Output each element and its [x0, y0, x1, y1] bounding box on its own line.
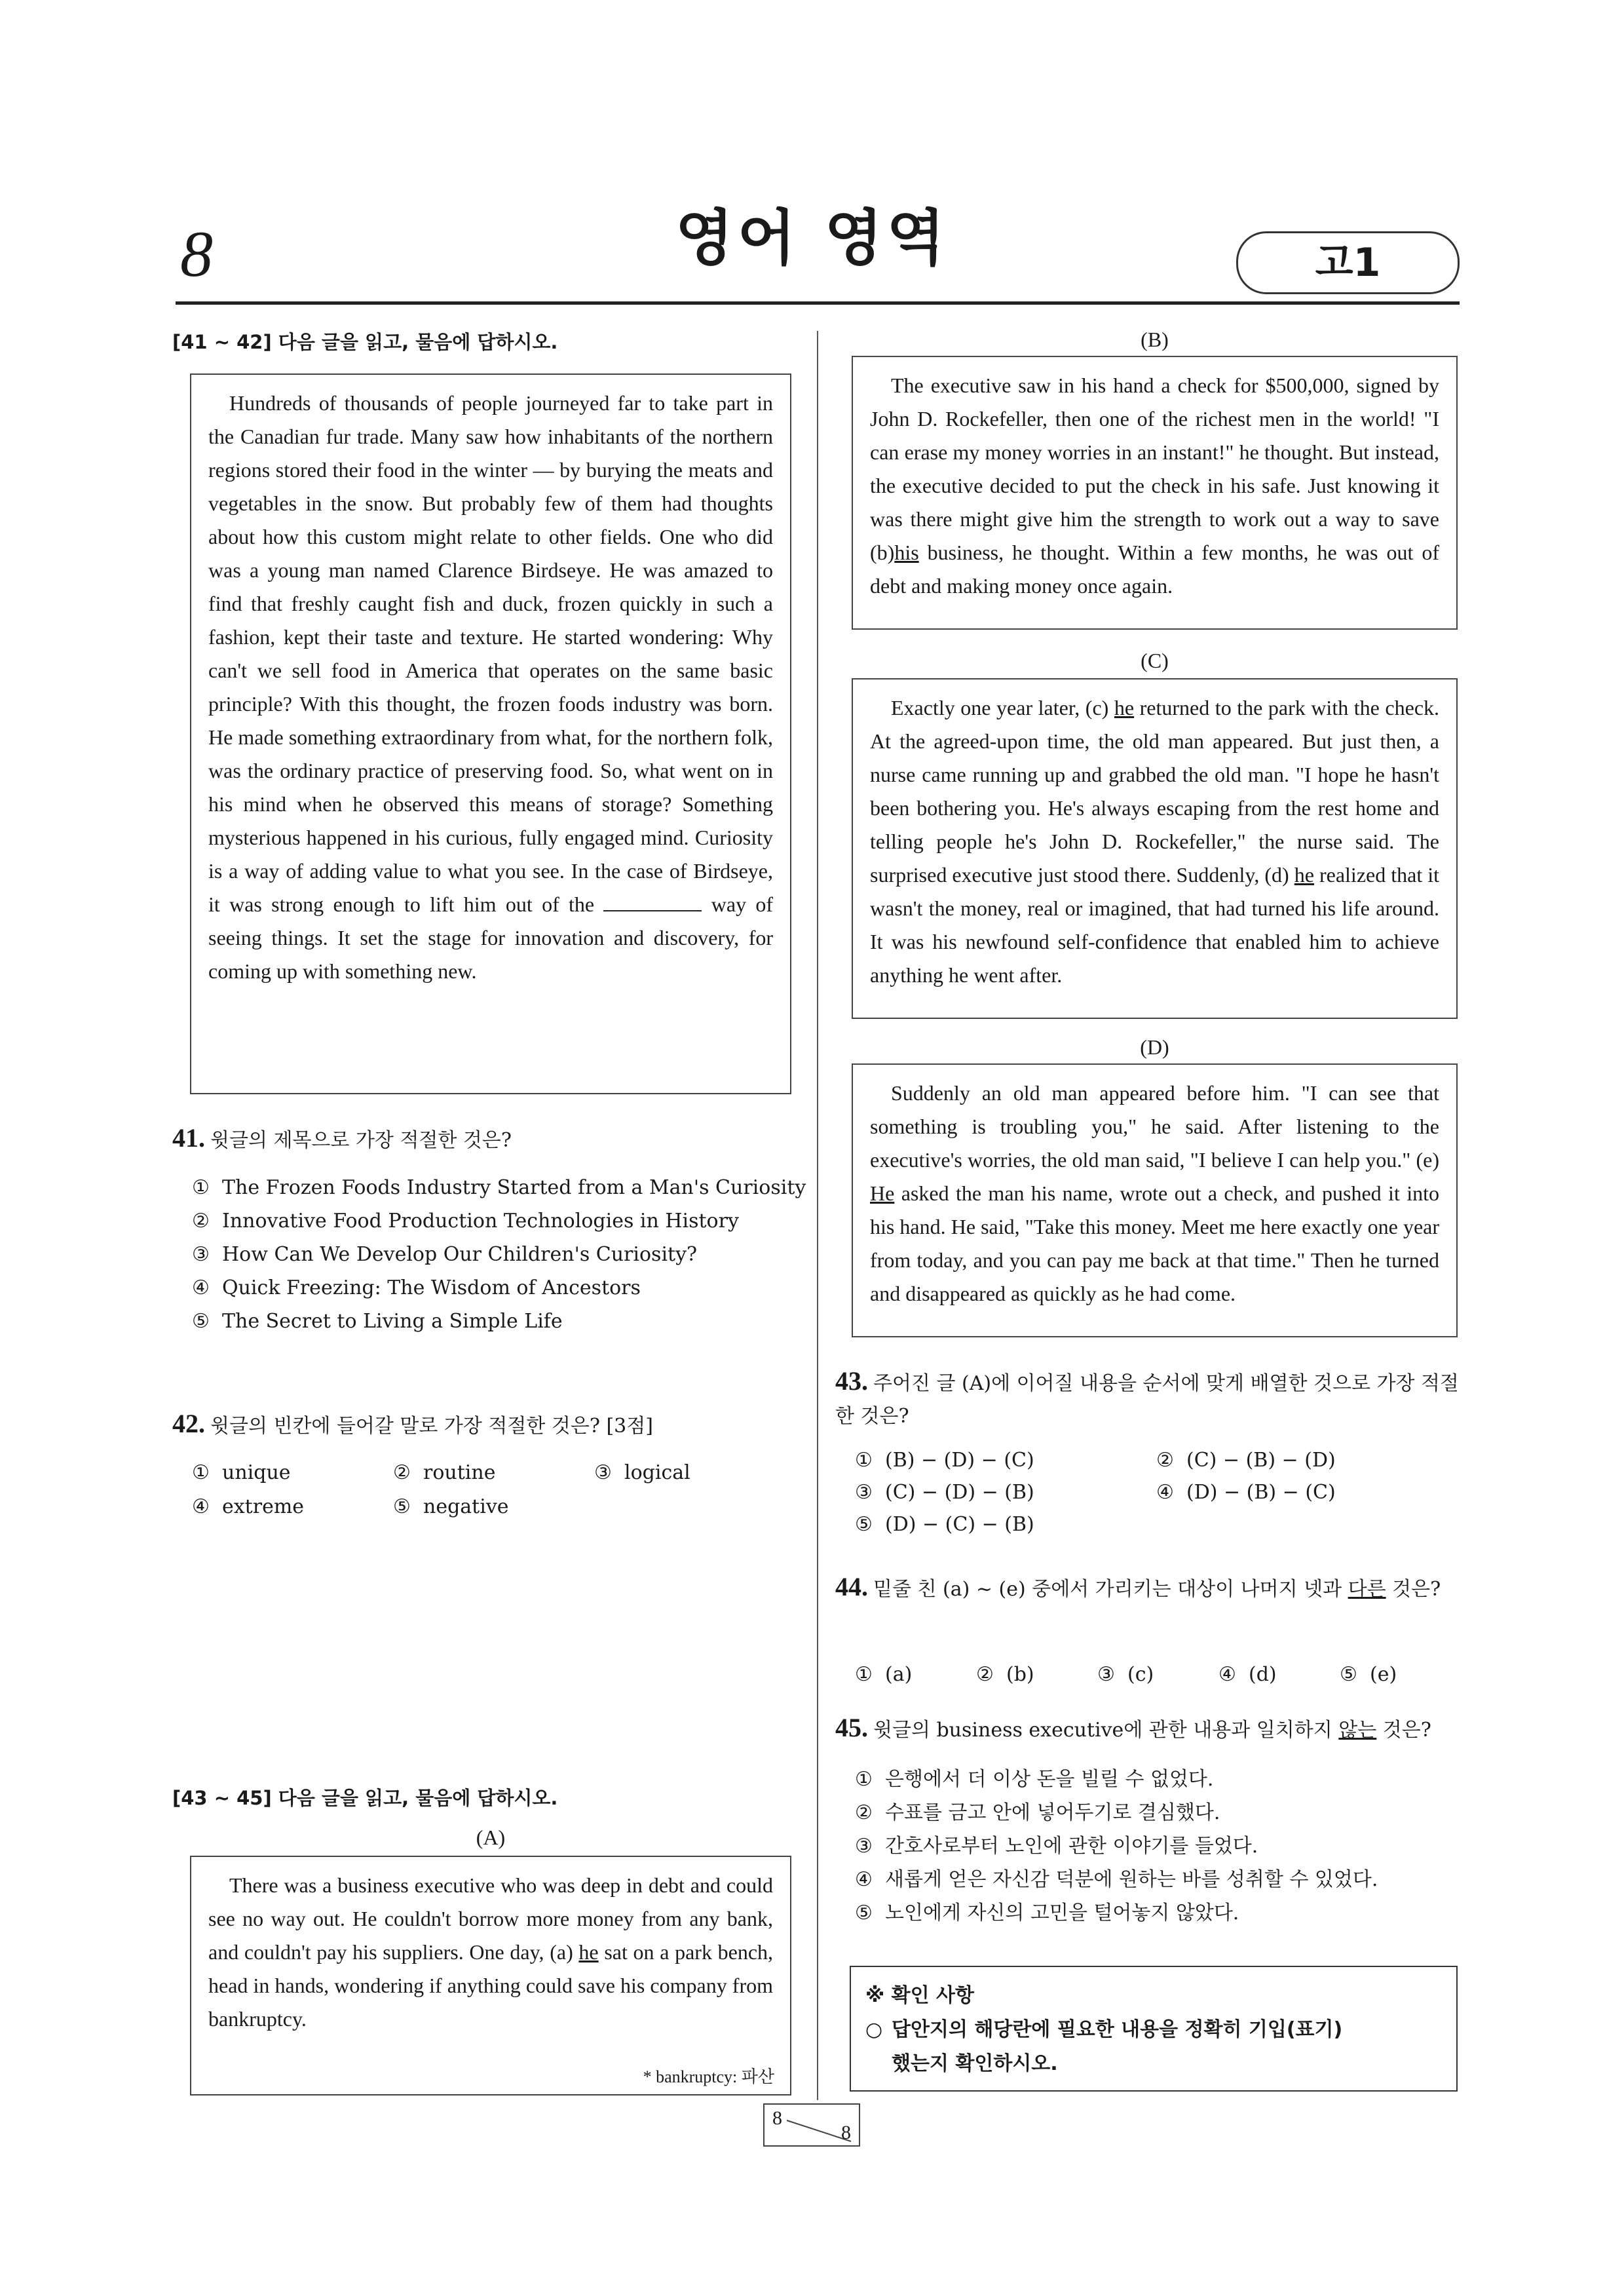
option-mark: ③ [855, 1481, 873, 1504]
passage-d-text: asked the man his name, wrote out a check, and pushed it into his hand. He said, "Take this money. Meet me here exactly one year from today, and you can pay me back at that time." Then he turned and disappeared as quickly as he had come. [870, 1181, 1440, 1305]
passage-41-42 [208, 387, 773, 988]
q44-option-3[interactable] [1097, 1658, 1154, 1691]
passage-c-text: realized that it wasn't the money, real or imagined, that had turned his life around. It was his newfound self-confidence that enabled him to achieve anything he went after. [870, 863, 1440, 987]
option-text: negative [423, 1495, 509, 1518]
option-text: (a) [885, 1663, 913, 1686]
footer-current-page: 8 [772, 2107, 782, 2129]
section-43-45-instruction: [43 ~ 45] 다음 글을 읽고, 물음에 답하시오. [172, 1787, 558, 1809]
option-text: 간호사로부터 노인에 관한 이야기를 들었다. [885, 1835, 1258, 1858]
passage-a-text: sat on a park bench, head in hands, wondering if anything could save his company from bankruptcy. [208, 1940, 774, 2031]
q43-option-1[interactable] [855, 1444, 1034, 1477]
option-mark: ③ [594, 1461, 612, 1484]
passage-c-box [852, 678, 1458, 1019]
passage-a-box [190, 1856, 791, 2095]
passage-d [870, 1077, 1439, 1311]
q45-options [855, 1763, 1378, 1930]
option-mark: ③ [1097, 1663, 1115, 1686]
footer-page-indicator [763, 2103, 860, 2147]
passage-41-42-box [190, 373, 791, 1094]
option-text: routine [423, 1461, 496, 1484]
q42-stem: 윗글의 빈칸에 들어갈 말로 가장 적절한 것은? [3점] [210, 1415, 653, 1438]
q42-option-1[interactable] [192, 1456, 291, 1489]
option-mark: ② [855, 1801, 873, 1824]
q43-stem-line [835, 1365, 1461, 1433]
option-mark: ⑤ [855, 1902, 873, 1924]
notice-bullet: ○ [865, 2018, 883, 2041]
option-mark: ④ [1156, 1481, 1174, 1504]
notice-line-2 [865, 2047, 1442, 2081]
option-text: logical [624, 1461, 690, 1484]
option-mark: ① [855, 1449, 873, 1472]
passage-c-text: Exactly one year later, (c) [891, 696, 1109, 719]
q44-stem-end: 것은? [1392, 1578, 1441, 1601]
underlined-d: he [1294, 863, 1314, 887]
q41-stem-line [172, 1122, 512, 1157]
q43-option-2[interactable] [1156, 1444, 1336, 1477]
option-text: (D) − (C) − (B) [885, 1513, 1034, 1536]
footer-total-pages: 8 [841, 2122, 851, 2143]
q44-stem-emphasis: 다른 [1348, 1578, 1386, 1601]
option-mark: ⑤ [855, 1513, 873, 1536]
option-text: 노인에게 자신의 고민을 털어놓지 않았다. [885, 1902, 1239, 1924]
option-mark: ④ [192, 1276, 210, 1299]
option-mark: ④ [1218, 1663, 1236, 1686]
option-text: extreme [222, 1495, 305, 1518]
blank-line [603, 890, 702, 911]
option-mark: ⑤ [393, 1495, 411, 1518]
part-c-label: (C) [1141, 649, 1169, 672]
q43-option-5[interactable] [855, 1508, 1034, 1541]
q44-option-2[interactable] [976, 1658, 1034, 1691]
option-mark: ① [855, 1663, 873, 1686]
notice-text: 했는지 확인하시오. [892, 2052, 1058, 2075]
underlined-e: He [870, 1181, 895, 1205]
q41-options [192, 1171, 806, 1338]
q45-option-3[interactable] [855, 1829, 1378, 1863]
option-text: (e) [1370, 1663, 1397, 1686]
q45-option-5[interactable] [855, 1896, 1378, 1930]
q42-stem-line [172, 1407, 653, 1443]
notice-line-1 [865, 2013, 1442, 2047]
option-text: (C) − (D) − (B) [885, 1481, 1034, 1504]
option-text: The Frozen Foods Industry Started from a Man's Curiosity [222, 1176, 806, 1199]
passage-d-box [852, 1063, 1458, 1337]
q41-number: 41. [172, 1123, 205, 1153]
option-mark: ⑤ [192, 1310, 210, 1333]
passage-a-text: There was a business executive who was deep in debt and could see no way out. He couldn't borrow more money from any bank, and couldn't pay his suppliers. One day, (a) [208, 1873, 773, 1964]
section-41-42-instruction: [41 ~ 42] 다음 글을 읽고, 물음에 답하시오. [172, 331, 558, 353]
passage-b-text: business, he thought. Within a few months, he was out of debt and making money once again. [870, 541, 1440, 598]
passage-b [870, 369, 1439, 603]
page-number: 8 [180, 218, 213, 290]
passage-d-text: Suddenly an old man appeared before him. "I can see that something is troubling you," he said. After listening to the executive's worries, the old man said, "I believe I can help you." (e) [870, 1081, 1439, 1172]
passage-a [208, 1869, 773, 2036]
option-mark: ② [976, 1663, 994, 1686]
q42-option-4[interactable] [192, 1490, 304, 1523]
q42-number: 42. [172, 1409, 205, 1438]
passage-b-box [852, 356, 1458, 630]
underlined-c: he [1114, 696, 1135, 719]
underlined-b: his [894, 541, 919, 564]
passage-41-42-part1: Hundreds of thousands of people journeyed far to take part in the Canadian fur trade. Many saw how inhabitants of the northern regions stored their food in the winter — by burying the meats and vegetables in the snow. But probably few of them had thoughts about how this custom might relate to other fields. One who did was a young man named Clarence Birdseye. He was amazed to find that freshly caught fish and duck, frozen quickly in such a fashion, kept their taste and texture. He started wondering: Why can't we sell food in America that operates on the same basic principle? With this thought, the frozen foods industry was born. He made something extraordinary from what, for the northern folk, was the ordinary practice of preserving food. So, what went on in his mind when he observed this means of storage? Something mysterious happened in his curious, fully engaged mind. Curiosity is a way of adding value to what you see. In the case of Birdseye, it was strong enough to lift him out of the [208, 391, 773, 916]
option-text: 수표를 금고 안에 넣어두기로 결심했다. [885, 1801, 1220, 1824]
option-mark: ① [855, 1768, 873, 1791]
column-divider [817, 331, 818, 2100]
q45-number: 45. [835, 1713, 868, 1742]
q41-option-4[interactable] [192, 1271, 806, 1305]
q42-option-2[interactable] [393, 1456, 495, 1489]
q44-stem-line [835, 1571, 1461, 1606]
option-mark: ① [192, 1176, 210, 1199]
q42-option-5[interactable] [393, 1490, 509, 1523]
option-text: 은행에서 더 이상 돈을 빌릴 수 없었다. [885, 1768, 1214, 1791]
q44-option-4[interactable] [1218, 1658, 1277, 1691]
q43-option-4[interactable] [1156, 1476, 1336, 1509]
q45-option-4[interactable] [855, 1863, 1378, 1896]
q44-option-1[interactable] [855, 1658, 912, 1691]
header-rule [176, 301, 1460, 305]
q45-option-2[interactable] [855, 1796, 1378, 1829]
notice-title: ※ 확인 사항 [865, 1984, 974, 2007]
q41-option-3[interactable] [192, 1238, 806, 1271]
option-text: (C) − (B) − (D) [1186, 1449, 1336, 1472]
notice-box [850, 1966, 1458, 2092]
footnote-bankruptcy: * bankruptcy: 파산 [643, 2067, 774, 2086]
option-text: 새롭게 얻은 자신감 덕분에 원하는 바를 성취할 수 있었다. [885, 1868, 1378, 1891]
q45-option-1[interactable] [855, 1763, 1378, 1796]
passage-b-text: The executive saw in his hand a check for $500,000, signed by John D. Rockefeller, then one of the richest men in the world! "I can erase my money worries in an instant!" he thought. But instead, the executive decided to put the check in his safe. Just knowing it was there might give him the strength to work out a way to save (b) [870, 373, 1439, 564]
q43-option-3[interactable] [855, 1476, 1034, 1509]
option-mark: ② [1156, 1449, 1174, 1472]
option-mark: ③ [855, 1835, 873, 1858]
q45-stem-end: 것은? [1382, 1719, 1431, 1742]
q43-number: 43. [835, 1366, 868, 1396]
notice-text: 답안지의 해당란에 필요한 내용을 정확히 기입(표기) [892, 2018, 1343, 2041]
option-mark: ③ [192, 1243, 210, 1266]
part-d-label: (D) [1140, 1035, 1169, 1059]
q42-option-3[interactable] [594, 1456, 690, 1489]
q41-option-1[interactable] [192, 1171, 806, 1204]
option-mark: ⑤ [1340, 1663, 1357, 1686]
q43-stem: 주어진 글 (A)에 이어질 내용을 순서에 맞게 배열한 것으로 가장 적절한 것은? [835, 1372, 1459, 1428]
option-text: (B) − (D) − (C) [885, 1449, 1034, 1472]
option-text: (d) [1249, 1663, 1277, 1686]
part-b-label: (B) [1141, 328, 1169, 351]
q44-number: 44. [835, 1572, 868, 1601]
option-mark: ① [192, 1461, 210, 1484]
option-text: (c) [1127, 1663, 1154, 1686]
q41-stem: 윗글의 제목으로 가장 적절한 것은? [210, 1129, 512, 1152]
option-mark: ② [393, 1461, 411, 1484]
option-text: (D) − (B) − (C) [1186, 1481, 1336, 1504]
q44-stem: 밑줄 친 (a) ~ (e) 중에서 가리키는 대상이 나머지 넷과 [873, 1578, 1342, 1601]
option-text: (b) [1006, 1663, 1034, 1686]
passage-c-text: returned to the park with the check. At the agreed-upon time, the old man appeared. But just then, a nurse came running up and grabbed the old man. "I hope he hasn't been bothering you. He's always escaping from the rest home and telling people he's John D. Rockefeller," the nurse said. The surprised executive just stood there. Suddenly, (d) [870, 696, 1440, 887]
option-text: How Can We Develop Our Children's Curiosity? [222, 1243, 698, 1266]
passage-41-42-part2: way of seeing things. It set the stage for innovation and discovery, for coming up with something new. [208, 892, 774, 983]
option-text: Innovative Food Production Technologies in History [222, 1210, 739, 1233]
option-mark: ④ [855, 1868, 873, 1891]
exam-title: 영어 영역 [675, 203, 949, 273]
option-text: Quick Freezing: The Wisdom of Ancestors [222, 1276, 641, 1299]
q45-stem: 윗글의 business executive에 관한 내용과 일치하지 [873, 1719, 1332, 1742]
q45-stem-line [835, 1712, 1461, 1747]
passage-c [870, 691, 1439, 992]
q45-stem-emphasis: 않는 [1338, 1719, 1377, 1742]
underlined-a: he [578, 1940, 599, 1964]
q44-option-5[interactable] [1340, 1658, 1397, 1691]
option-mark: ④ [192, 1495, 210, 1518]
part-a-label: (A) [476, 1826, 506, 1849]
q41-option-5[interactable] [192, 1305, 806, 1338]
grade-badge: 고1 [1236, 231, 1460, 294]
option-mark: ② [192, 1210, 210, 1233]
option-text: unique [222, 1461, 291, 1484]
option-text: The Secret to Living a Simple Life [222, 1310, 563, 1333]
q41-option-2[interactable] [192, 1204, 806, 1238]
